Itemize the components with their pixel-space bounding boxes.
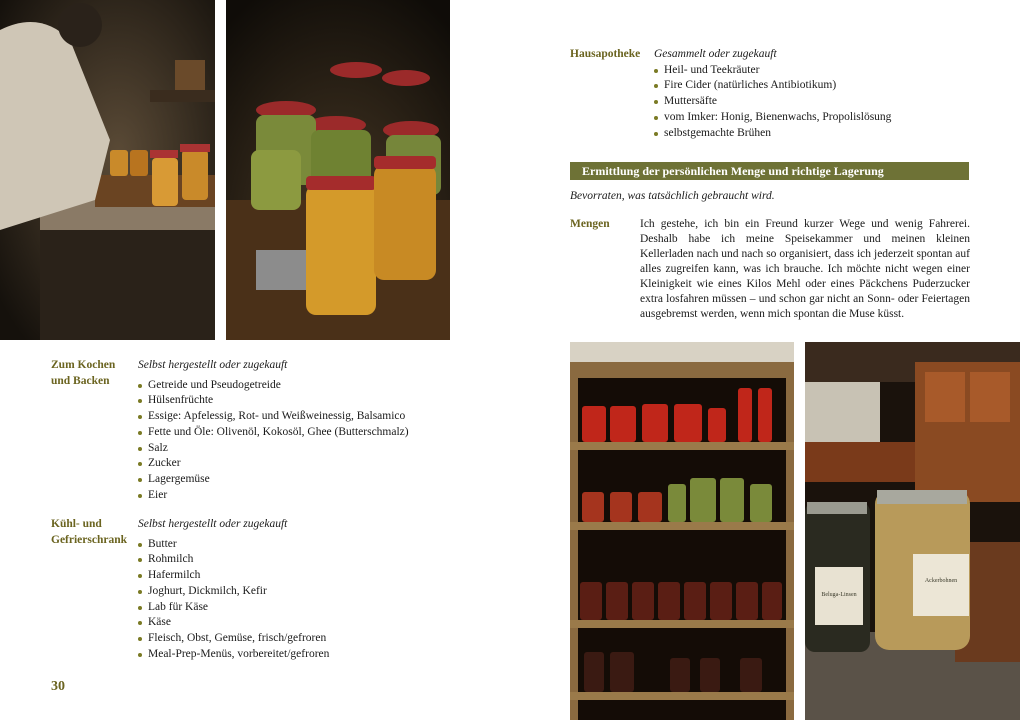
list-item: Zucker: [138, 456, 538, 472]
list-item: Butter: [138, 537, 538, 553]
list-item: Salz: [138, 441, 538, 457]
section-heading-banner: Ermittlung der persönlichen Menge und richtige Lagerung: [570, 162, 969, 180]
list-item: Eier: [138, 488, 538, 504]
hausapotheke-label: Hausapotheke: [570, 48, 641, 60]
kochen-list: [138, 378, 538, 504]
list-item: Hülsenfrüchte: [138, 393, 538, 409]
kochen-intro: Selbst hergestellt oder zugekauft: [138, 359, 288, 371]
kuehl-list: [138, 537, 538, 663]
kochen-label-line2: und Backen: [51, 374, 110, 387]
mengen-paragraph: Ich gestehe, ich bin ein Freund kurzer Wege und wenig Fahrerei. Deshalb habe ich meine Speisekammer und meinen kleinen Kellerladen nach und nach so organisiert, dass ich jederzeit spontan auf alles zugreifen kann, was ich brauche. Ich möchte nicht wegen einer Kleinigkeit wie eines Kilos Mehl oder eines Päckchens Puderzucker extra losfahren müssen – und schon gar nicht an Sonn- oder Feiertagen ausgebremst werden, wenn mich spontan die Muse küsst.: [640, 218, 970, 320]
kuehl-block: [138, 517, 538, 662]
hausapotheke-list: [654, 63, 954, 142]
list-item: Hafermilch: [138, 568, 538, 584]
page-number: 30: [51, 679, 65, 694]
list-item: Muttersäfte: [654, 94, 954, 110]
list-item: Fire Cider (natürliches Antibiotikum): [654, 78, 954, 94]
hausapotheke-intro: Gesammelt oder zugekauft: [654, 48, 777, 60]
list-item: Essige: Apfelessig, Rot- und Weißweinessig, Balsamico: [138, 409, 538, 425]
jar-label-beluga: Beluga-Linsen: [821, 592, 857, 598]
photo-woman-filling-jars: [0, 0, 215, 340]
list-item: Lagergemüse: [138, 472, 538, 488]
kochen-label-line1: Zum Kochen: [51, 359, 116, 371]
jar-label-ackerbohnen: Ackerbohnen: [924, 578, 958, 584]
kuehl-label-line1: Kühl- und: [51, 518, 102, 530]
kuehl-label-line2: Gefrierschrank: [51, 533, 128, 546]
list-item: selbstgemachte Brühen: [654, 126, 954, 142]
photo-jars-on-table: [226, 0, 450, 340]
section-subline: Bevorraten, was tatsächlich gebraucht wird.: [570, 190, 775, 202]
list-item: Getreide und Pseudogetreide: [138, 378, 538, 394]
list-item: Meal-Prep-Menüs, vorbereitet/gefroren: [138, 647, 538, 663]
kochen-block: [138, 358, 538, 503]
list-item: Heil- und Teekräuter: [654, 63, 954, 79]
kuehl-intro: Selbst hergestellt oder zugekauft: [138, 518, 288, 530]
photo-glass-storage-jars: [805, 342, 1020, 720]
list-item: Joghurt, Dickmilch, Kefir: [138, 584, 538, 600]
mengen-label: Mengen: [570, 218, 610, 230]
list-item: Lab für Käse: [138, 600, 538, 616]
kochen-label: [51, 358, 115, 389]
list-item: Käse: [138, 615, 538, 631]
list-item: Fleisch, Obst, Gemüse, frisch/gefroren: [138, 631, 538, 647]
list-item: vom Imker: Honig, Bienenwachs, Propolislösung: [654, 110, 954, 126]
photo-pantry-shelf: [570, 342, 794, 720]
kuehl-label: [51, 517, 127, 548]
list-item: Rohmilch: [138, 552, 538, 568]
hausapotheke-block: [654, 47, 954, 141]
list-item: Fette und Öle: Olivenöl, Kokosöl, Ghee (Butterschmalz): [138, 425, 538, 441]
